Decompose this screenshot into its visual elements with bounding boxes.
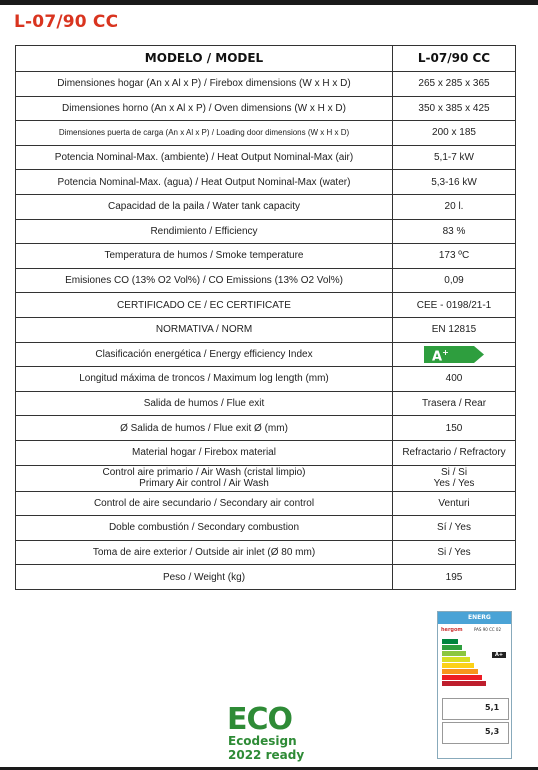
table-row xyxy=(16,194,516,219)
energy-scale-bar xyxy=(442,669,478,674)
spec-label: Material hogar / Firebox material xyxy=(16,440,393,465)
spec-table xyxy=(15,45,516,590)
energy-label-value-1: 5,1 xyxy=(485,703,500,712)
table-row xyxy=(16,391,516,416)
header-model: MODELO / MODEL xyxy=(16,46,393,72)
eco-line-1: Ecodesign xyxy=(228,734,297,748)
table-row xyxy=(16,516,516,541)
energy-label-box-1 xyxy=(442,698,509,720)
spec-label: Dimensiones horno (An x Al x P) / Oven dimensions (W x H x D) xyxy=(16,96,393,121)
spec-label: Potencia Nominal-Max. (ambiente) / Heat Output Nominal-Max (air) xyxy=(16,145,393,170)
table-row xyxy=(16,72,516,97)
table-row xyxy=(16,540,516,565)
spec-value: Refractario / Refractory xyxy=(393,440,516,465)
energy-label-model: PAS 90 CC 02 xyxy=(474,627,502,632)
spec-label: Control de aire secundario / Secondary air control xyxy=(16,491,393,516)
spec-label: Doble combustión / Secondary combustion xyxy=(16,516,393,541)
table-row xyxy=(16,491,516,516)
table-row xyxy=(16,121,516,146)
table-row xyxy=(16,96,516,121)
spec-label: Dimensiones puerta de carga (An x Al x P) / Loading door dimensions (W x H x D) xyxy=(16,121,393,146)
energy-scale-bar xyxy=(442,663,474,668)
spec-label: Dimensiones hogar (An x Al x P) / Firebox dimensions (W x H x D) xyxy=(16,72,393,97)
spec-label: Salida de humos / Flue exit xyxy=(16,391,393,416)
spec-value: 20 l. xyxy=(393,194,516,219)
energy-scale-bar xyxy=(442,675,482,680)
spec-label: Emisiones CO (13% O2 Vol%) / CO Emissions (13% O2 Vol%) xyxy=(16,268,393,293)
spec-value: 173 ºC xyxy=(393,244,516,269)
spec-value: Trasera / Rear xyxy=(393,391,516,416)
spec-label: Potencia Nominal-Max. (agua) / Heat Output Nominal-Max (water) xyxy=(16,170,393,195)
ecodesign-logo xyxy=(227,702,307,764)
energy-scale-bar xyxy=(442,645,462,650)
spec-label: Rendimiento / Efficiency xyxy=(16,219,393,244)
table-row xyxy=(16,219,516,244)
energy-label-image xyxy=(437,611,512,759)
energy-scale-bar xyxy=(442,681,486,686)
energy-label-value-2: 5,3 xyxy=(485,727,500,736)
spec-label: Capacidad de la paila / Water tank capacity xyxy=(16,194,393,219)
eco-line-2: 2022 ready xyxy=(228,748,305,762)
spec-value: 400 xyxy=(393,367,516,392)
eco-word: ECO xyxy=(227,702,293,737)
spec-label: Temperatura de humos / Smoke temperature xyxy=(16,244,393,269)
energy-class-arrow xyxy=(424,346,484,363)
energy-label-bars xyxy=(442,639,486,687)
energy-class-badge xyxy=(393,342,516,367)
energy-label-class: A+ xyxy=(495,652,504,658)
spec-value: CEE - 0198/21-1 xyxy=(393,293,516,318)
table-row xyxy=(16,244,516,269)
table-row xyxy=(16,367,516,392)
table-row xyxy=(16,342,516,367)
page-title: L-07/90 CC xyxy=(14,12,119,32)
energy-label-brand: hergom xyxy=(441,627,463,633)
table-header-row xyxy=(16,46,516,72)
spec-value: Si / Si Yes / Yes xyxy=(393,465,516,491)
spec-label: Clasificación energética / Energy efficiency Index xyxy=(16,342,393,367)
spec-value: 150 xyxy=(393,416,516,441)
energy-scale-bar xyxy=(442,657,470,662)
energy-label-energ: ENERG xyxy=(468,614,491,621)
spec-label: Ø Salida de humos / Flue exit Ø (mm) xyxy=(16,416,393,441)
spec-label: NORMATIVA / NORM xyxy=(16,317,393,342)
table-row xyxy=(16,565,516,590)
table-row xyxy=(16,145,516,170)
energy-scale-bar xyxy=(442,651,466,656)
spec-value: 195 xyxy=(393,565,516,590)
spec-label: Peso / Weight (kg) xyxy=(16,565,393,590)
table-row xyxy=(16,268,516,293)
spec-value: 0,09 xyxy=(393,268,516,293)
energy-label-box-2 xyxy=(442,722,509,744)
spec-value: Sí / Yes xyxy=(393,516,516,541)
spec-label: Longitud máxima de troncos / Maximum log length (mm) xyxy=(16,367,393,392)
table-row xyxy=(16,465,516,491)
energy-scale-bar xyxy=(442,639,458,644)
spec-label: Control aire primario / Air Wash (cristal limpio) Primary Air control / Air Wash xyxy=(16,465,393,491)
table-row xyxy=(16,440,516,465)
spec-value: 83 % xyxy=(393,219,516,244)
spec-value: EN 12815 xyxy=(393,317,516,342)
table-row xyxy=(16,317,516,342)
spec-value: 5,1-7 kW xyxy=(393,145,516,170)
spec-value: 265 x 285 x 365 xyxy=(393,72,516,97)
spec-value: 200 x 185 xyxy=(393,121,516,146)
table-row xyxy=(16,170,516,195)
energy-class-text: A+ xyxy=(432,347,449,365)
header-value: L-07/90 CC xyxy=(393,46,516,72)
spec-label: CERTIFICADO CE / EC CERTIFICATE xyxy=(16,293,393,318)
spec-value: 350 x 385 x 425 xyxy=(393,96,516,121)
table-row xyxy=(16,293,516,318)
spec-value: Si / Yes xyxy=(393,540,516,565)
top-rule xyxy=(0,0,538,5)
spec-value: Venturi xyxy=(393,491,516,516)
spec-value: 5,3-16 kW xyxy=(393,170,516,195)
energy-label-class-arrow xyxy=(492,652,506,658)
spec-label: Toma de aire exterior / Outside air inlet (Ø 80 mm) xyxy=(16,540,393,565)
table-row xyxy=(16,416,516,441)
